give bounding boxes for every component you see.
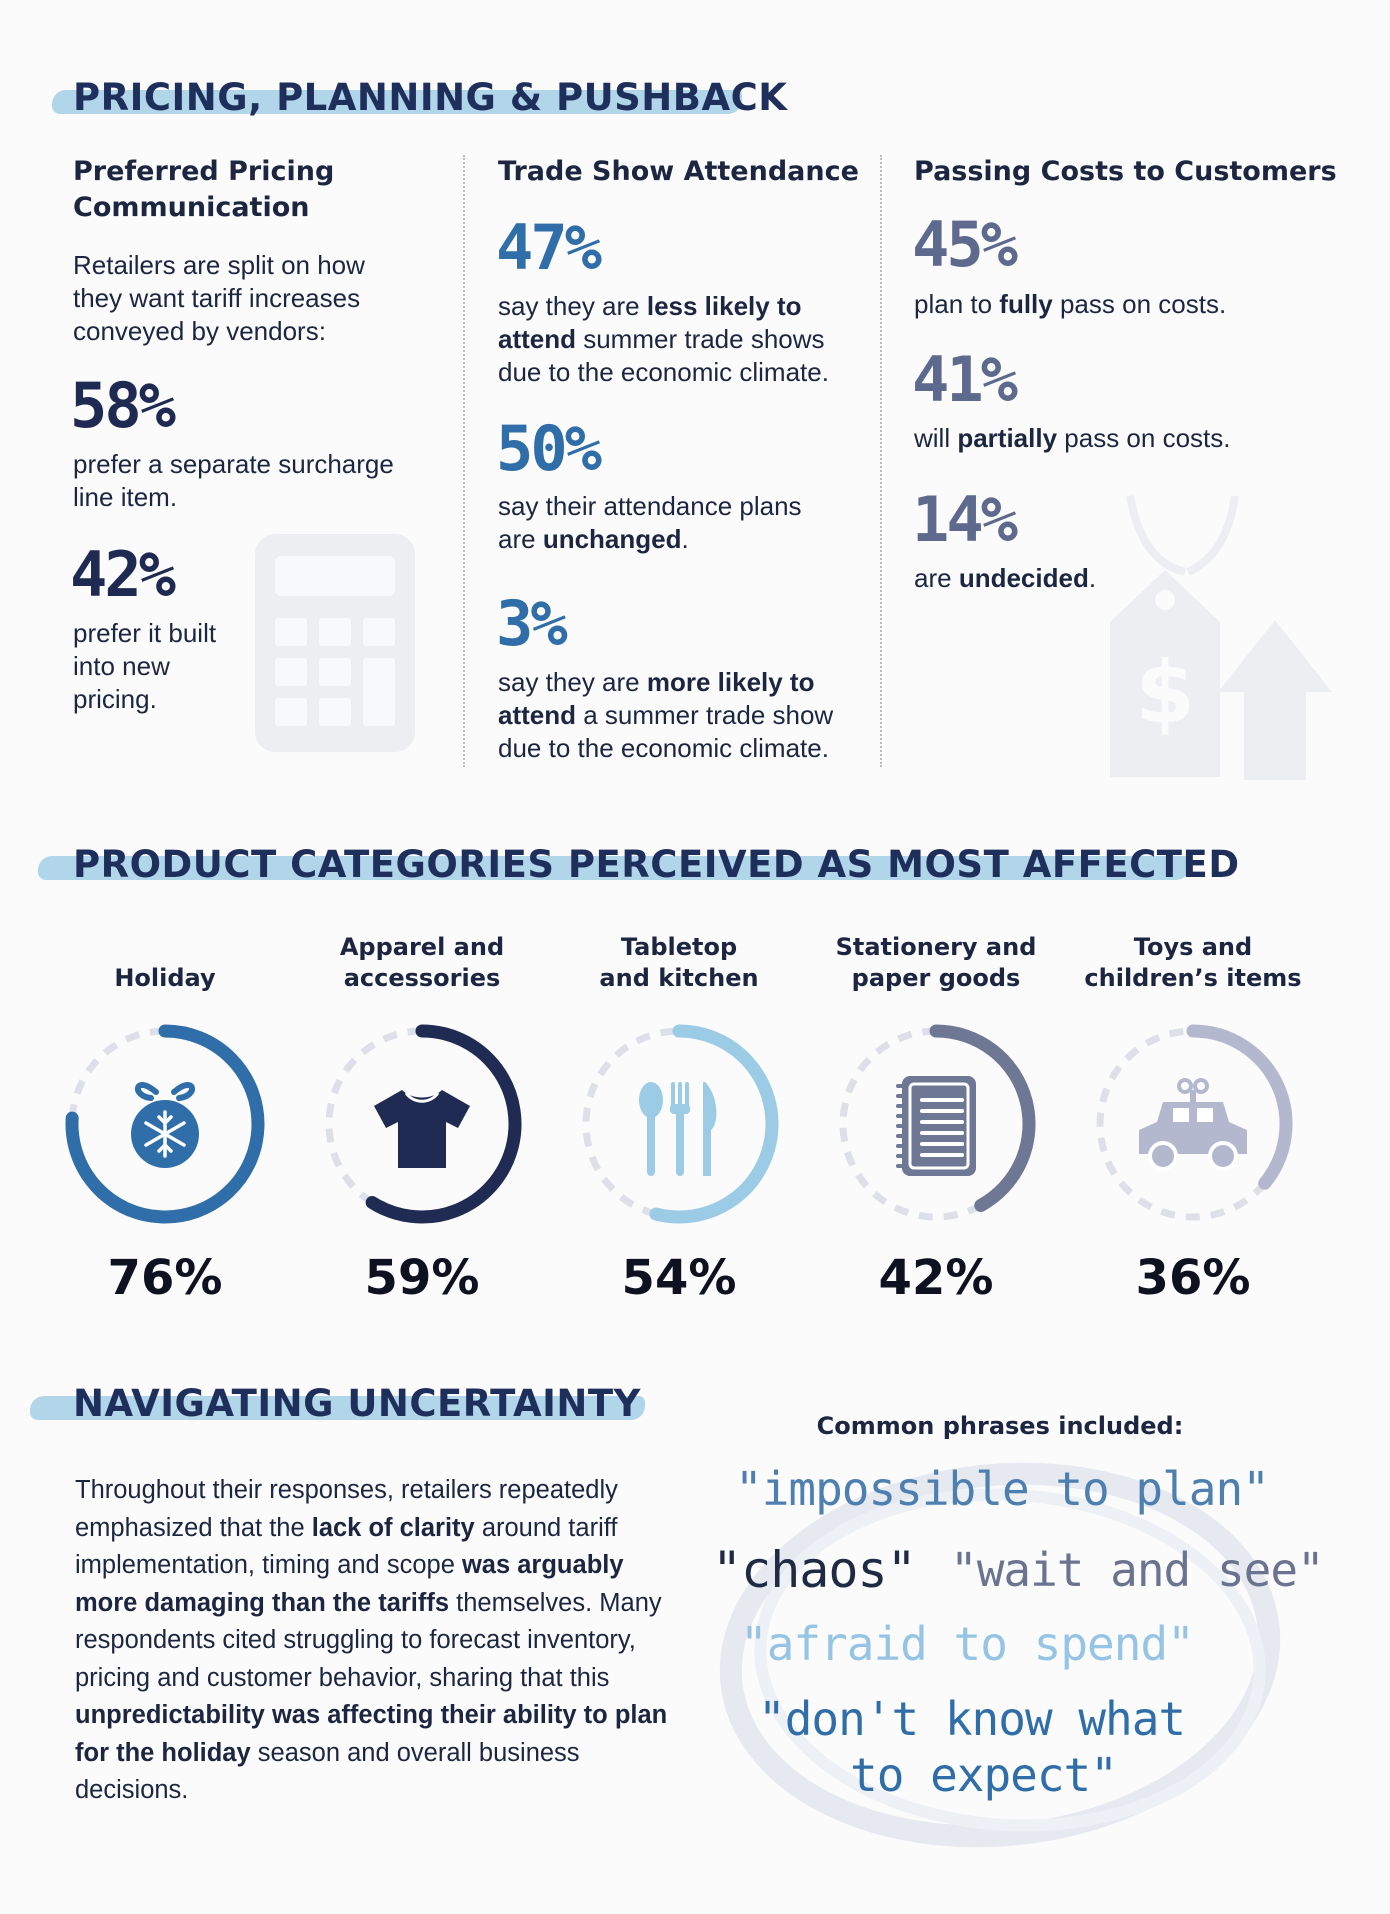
svg-text:$: $: [1135, 643, 1195, 743]
phrase-to-expect: to expect": [850, 1748, 1117, 1802]
text-line: pricing.: [73, 684, 157, 714]
category-label-line: accessories: [343, 964, 501, 992]
text-run-bold: less likely to: [646, 291, 802, 321]
text-line: say their attendance plans: [498, 491, 802, 521]
calculator-icon: [255, 534, 415, 752]
text-run: say they are: [498, 291, 647, 321]
stat-41-desc: [914, 422, 1230, 455]
heading-line: Preferred Pricing: [73, 156, 335, 187]
text-run: themselves. Many respondents cited struggling to forecast inventory, pricing and customer behavior, sharing that this: [75, 1588, 662, 1692]
toy-car-icon: [1139, 1080, 1247, 1169]
text-line: due to the economic climate.: [498, 357, 829, 387]
category-label-line: [45, 932, 285, 963]
category-ring: [826, 1014, 1046, 1234]
stat-42-desc: [73, 617, 216, 716]
col-heading-trade-show: Trade Show Attendance: [498, 156, 859, 187]
uncertainty-paragraph: [75, 1472, 675, 1810]
category-label: [1073, 932, 1313, 994]
text-run-bold: fully: [999, 289, 1053, 319]
category-label-line: Holiday: [114, 964, 216, 992]
category-percent: 76%: [107, 1250, 223, 1306]
category-percent: 36%: [1135, 1250, 1251, 1306]
text-line: [914, 288, 1226, 321]
utensils-icon: [639, 1082, 716, 1176]
text-run-bold: unchanged: [542, 524, 682, 554]
text-line: [498, 323, 829, 356]
notebook-icon: [896, 1076, 976, 1176]
category-label: [559, 932, 799, 994]
text-run: a summer trade show: [576, 700, 834, 730]
col-heading-passing-costs: Passing Costs to Customers: [914, 156, 1337, 187]
phrase-chaos: "chaos": [712, 1541, 916, 1599]
section-title-navigating-uncertainty: NAVIGATING UNCERTAINTY: [73, 1382, 641, 1425]
text-line: [498, 523, 802, 556]
stat-47-desc: [498, 290, 829, 389]
stat-50: 50%: [496, 412, 599, 485]
stat-45-desc: [914, 288, 1226, 321]
category-ring: [569, 1014, 789, 1234]
category-label-line: paper goods: [851, 964, 1021, 992]
text-line: prefer it built: [73, 618, 217, 648]
text-line: [914, 422, 1230, 455]
text-run: summer trade shows: [576, 324, 825, 354]
ring-remainder-dashed: [586, 1031, 679, 1214]
stat-42: 42%: [70, 538, 173, 611]
text-run-bold: unpredictability was affecting their ability to plan for the holiday: [75, 1701, 668, 1767]
category-label: [302, 932, 542, 994]
text-run: are: [498, 524, 543, 554]
text-run: pass on costs.: [1057, 423, 1231, 453]
category-label-line: children’s items: [1084, 964, 1302, 992]
stat-14: 14%: [912, 483, 1015, 556]
text-line: Retailers are split on how: [73, 250, 365, 280]
tshirt-icon: [374, 1090, 470, 1168]
ornament-snowflake-icon: [131, 1085, 199, 1168]
phrase-dont-know-what: "don't know what: [758, 1692, 1186, 1746]
category-label-line: Stationery and: [835, 933, 1037, 961]
stat-3-desc: [498, 666, 833, 765]
category-ring: [312, 1014, 532, 1234]
intro-text: [73, 249, 365, 348]
text-run: will: [914, 423, 958, 453]
section-title-product-categories: PRODUCT CATEGORIES PERCEIVED AS MOST AFFECTED: [73, 843, 1240, 886]
category-percent: 42%: [878, 1250, 994, 1306]
phrases-heading: Common phrases included:: [816, 1412, 1184, 1440]
column-divider: [463, 155, 465, 767]
category-ring: [1083, 1014, 1303, 1234]
stat-50-desc: [498, 490, 802, 556]
text-run-bold: was arguably more damaging than the tariffs: [75, 1551, 624, 1617]
text-line: they want tariff increases: [73, 283, 361, 313]
category-percent: 54%: [621, 1250, 737, 1306]
text-run: .: [1088, 563, 1097, 593]
stat-14-desc: [914, 562, 1096, 595]
category-ring: [55, 1014, 275, 1234]
text-line: [498, 699, 833, 732]
text-line: conveyed by vendors:: [73, 316, 326, 346]
category-label: [45, 932, 285, 994]
text-run-bold: partially: [957, 423, 1058, 453]
phrase-impossible-to-plan: "impossible to plan": [735, 1462, 1269, 1516]
text-run-bold: lack of clarity: [311, 1513, 475, 1542]
category-label: [816, 932, 1056, 994]
text-run-bold: attend: [498, 700, 576, 730]
category-label-line: Apparel and: [339, 933, 505, 961]
text-line: [498, 290, 829, 323]
text-run: plan to: [914, 289, 1000, 319]
text-run-bold: undecided: [958, 563, 1089, 593]
category-label-line: Tabletop: [620, 933, 738, 961]
stat-45: 45%: [912, 208, 1015, 281]
category-label-line: Toys and: [1133, 933, 1253, 961]
text-run: are: [914, 563, 959, 593]
text-line: [498, 666, 833, 699]
category-label-line: and kitchen: [599, 964, 759, 992]
text-run: around tariff implementation, timing and scope: [75, 1513, 618, 1579]
text-run-bold: more likely to: [646, 667, 815, 697]
text-run: season and overall business decisions.: [75, 1738, 580, 1804]
text-run: Throughout their responses, retailers repeatedly emphasized that the: [75, 1476, 618, 1542]
stat-41: 41%: [912, 343, 1015, 416]
phrase-afraid-to-spend: "afraid to spend": [740, 1617, 1194, 1671]
stat-47: 47%: [496, 211, 599, 284]
heading-line: Communication: [73, 192, 310, 223]
text-line: line item.: [73, 482, 178, 512]
text-run: say they are: [498, 667, 647, 697]
stat-58: 58%: [70, 369, 173, 442]
section-title-pricing: PRICING, PLANNING & PUSHBACK: [73, 76, 788, 119]
col-heading-pricing-communication: [73, 154, 334, 226]
phrase-wait-and-see: "wait and see": [950, 1543, 1324, 1597]
text-run: pass on costs.: [1052, 289, 1227, 319]
column-divider: [880, 155, 882, 767]
stat-3: 3%: [496, 587, 565, 660]
text-line: [914, 562, 1096, 595]
text-run-bold: attend: [498, 324, 576, 354]
text-line: due to the economic climate.: [498, 733, 829, 763]
category-percent: 59%: [364, 1250, 480, 1306]
text-run: .: [681, 524, 689, 554]
price-tag-up-arrow-icon: [1110, 492, 1332, 782]
text-line: into new: [73, 651, 170, 681]
text-line: prefer a separate surcharge: [73, 449, 394, 479]
stat-58-desc: [73, 448, 394, 514]
